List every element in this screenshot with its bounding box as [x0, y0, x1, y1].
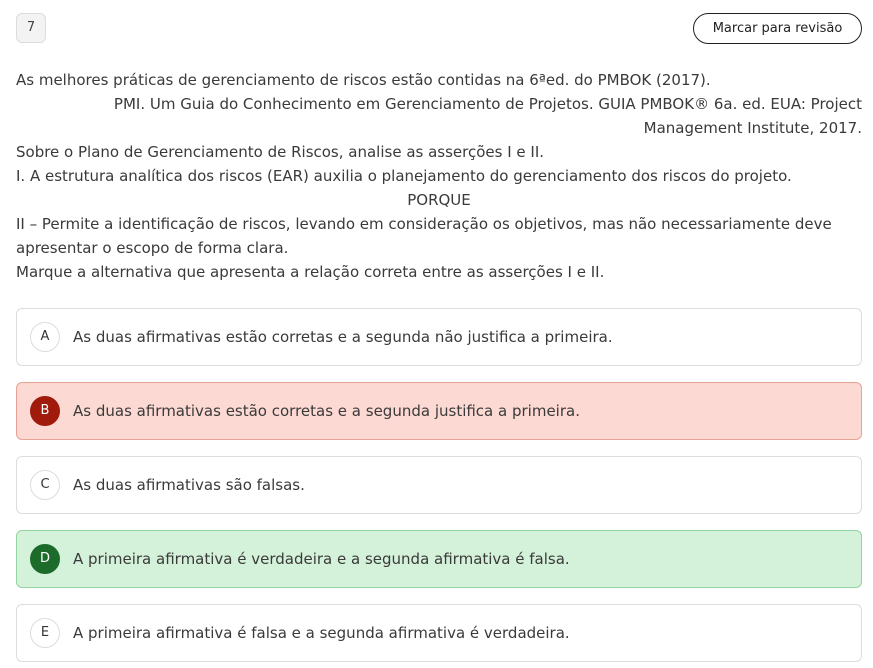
option-text: As duas afirmativas são falsas. [73, 476, 305, 494]
option-letter-badge: A [30, 322, 60, 352]
option-letter-badge: B [30, 396, 60, 426]
option-text: As duas afirmativas estão corretas e a segunda não justifica a primeira. [73, 328, 613, 346]
option-e[interactable] [16, 604, 862, 662]
option-b[interactable] [16, 382, 862, 440]
option-text: A primeira afirmativa é verdadeira e a segunda afirmativa é falsa. [73, 550, 570, 568]
question-number: 7 [16, 13, 46, 43]
option-text: As duas afirmativas estão corretas e a segunda justifica a primeira. [73, 402, 580, 420]
stem-instruction: Marque a alternativa que apresenta a relação correta entre as asserções I e II. [16, 263, 605, 281]
option-letter-badge: E [30, 618, 60, 648]
option-letter-badge: C [30, 470, 60, 500]
stem-citation: PMI. Um Guia do Conhecimento em Gerenciamento de Projetos. GUIA PMBOK® 6a. ed. EUA: Project Management Institute, 2017. [113, 95, 862, 137]
assertion-two: II – Permite a identificação de riscos, levando em consideração os objetivos, mas não necessariamente deve apresentar o escopo de forma clara. [16, 215, 832, 257]
option-a[interactable] [16, 308, 862, 366]
assertion-one: I. A estrutura analítica dos riscos (EAR) auxilia o planejamento do gerenciamento dos riscos do projeto. [16, 167, 792, 185]
option-d[interactable] [16, 530, 862, 588]
stem-intro: As melhores práticas de gerenciamento de riscos estão contidas na 6ªed. do PMBOK (2017). [16, 71, 711, 89]
option-c[interactable] [16, 456, 862, 514]
stem-prompt: Sobre o Plano de Gerenciamento de Riscos, analise as asserções I e II. [16, 143, 545, 161]
question-stem [16, 68, 862, 284]
option-letter-badge: D [30, 544, 60, 574]
porque-connector: PORQUE [407, 191, 471, 209]
option-text: A primeira afirmativa é falsa e a segunda afirmativa é verdadeira. [73, 624, 570, 642]
mark-for-review-button[interactable]: Marcar para revisão [693, 13, 862, 44]
